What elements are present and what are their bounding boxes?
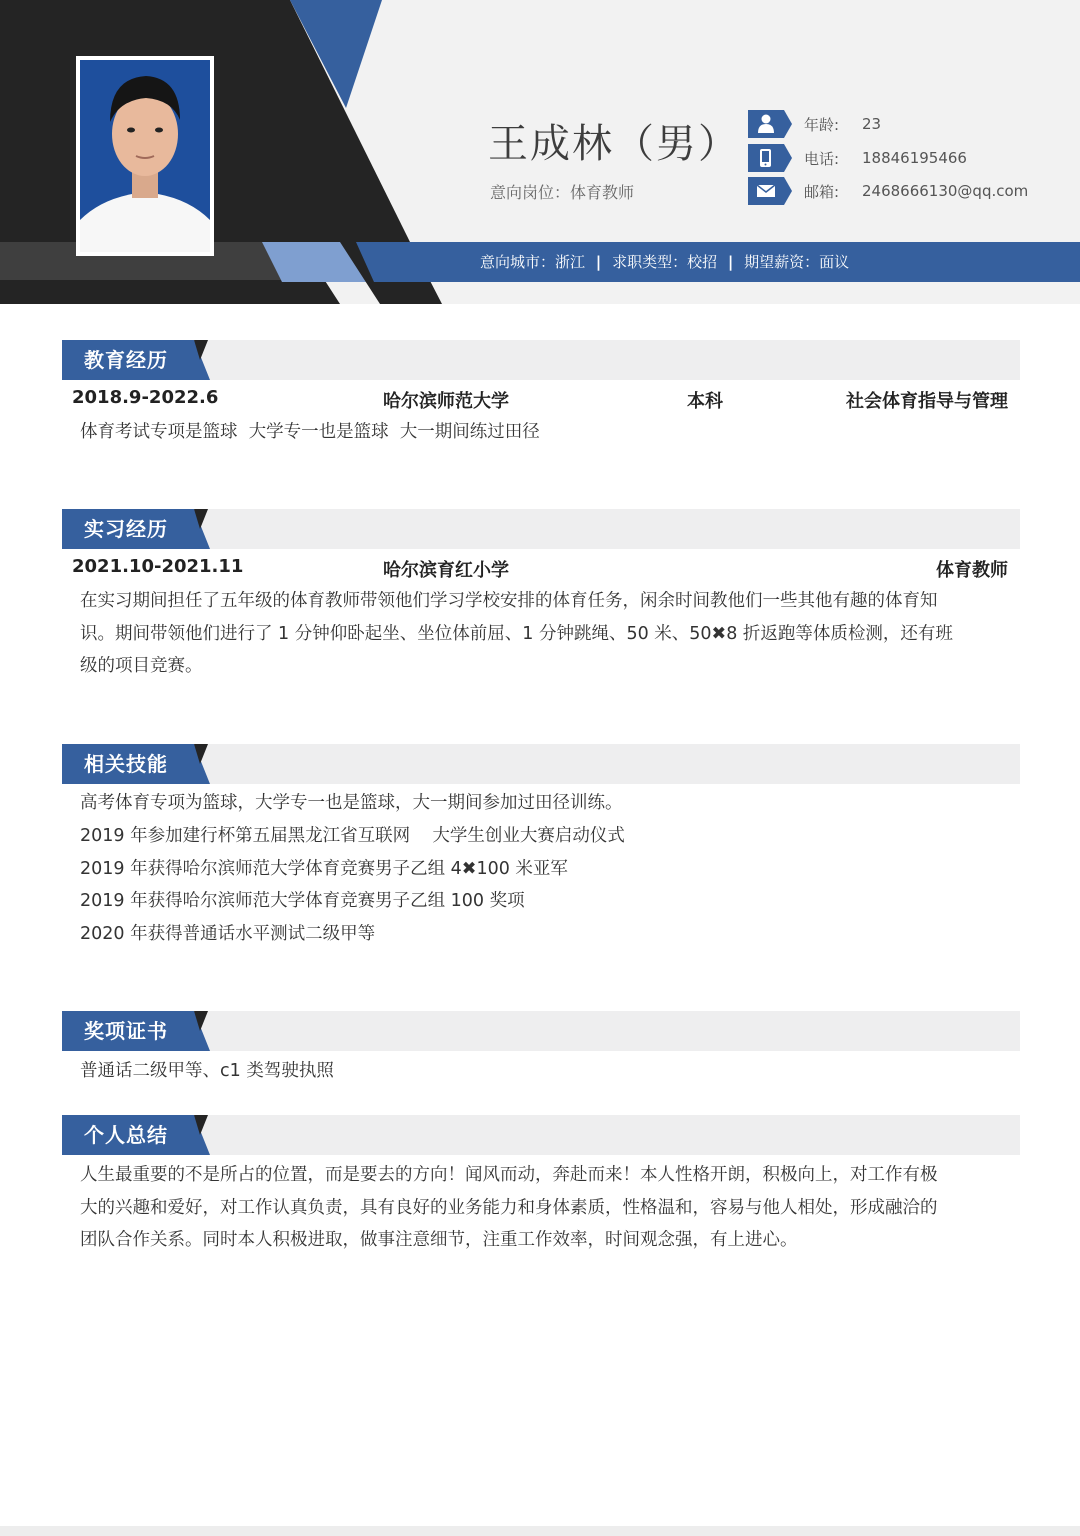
candidate-name: 王成林（男） (488, 121, 740, 167)
list-item: 2020 年获得普通话水平测试二级甲等 (80, 924, 376, 945)
education-school: 哈尔滨师范大学 (383, 391, 509, 412)
section-awards-header (62, 1011, 1020, 1051)
phone-icon (748, 144, 792, 172)
mail-icon (748, 177, 792, 205)
profile-photo (76, 56, 214, 256)
education-period: 2018.9-2022.6 (72, 387, 219, 408)
skills-list (80, 787, 1020, 951)
pref-separator: | (595, 253, 602, 271)
section-title: 实习经历 (84, 517, 168, 541)
education-major: 社会体育指导与管理 (846, 391, 1008, 412)
education-degree: 本科 (687, 391, 723, 412)
section-title: 奖项证书 (84, 1019, 168, 1043)
education-description: 体育考试专项是篮球 大学专一也是篮球 大一期间练过田径 (80, 422, 540, 442)
section-internship-header (62, 509, 1020, 549)
email-value: 2468666130@qq.com (862, 182, 1029, 200)
email-label: 邮箱: (804, 182, 840, 201)
phone-label: 电话: (804, 149, 840, 168)
internship-org: 哈尔滨育红小学 (383, 560, 509, 581)
internship-role: 体育教师 (936, 560, 1008, 581)
info-age (748, 110, 881, 138)
pref-type: 求职类型：校招 (612, 253, 718, 271)
pref-salary: 期望薪资：面议 (744, 253, 850, 271)
internship-description: 在实习期间担任了五年级的体育教师带领他们学习学校安排的体育任务，闲余时间教他们一些其他有趣的体育知 识。期间带领他们进行了 1 分钟仰卧起坐、坐位体前屈、1 分钟跳绳、50 米、50✖8 折返跑等体质检测，还有班 级的项目竞赛。 (80, 591, 953, 676)
list-item: 高考体育专项为篮球，大学专一也是篮球，大一期间参加过田径训练。 (80, 793, 623, 813)
list-item: 2019 年获得哈尔滨师范大学体育竞赛男子乙组 100 奖项 (80, 891, 525, 912)
section-title: 个人总结 (84, 1123, 168, 1147)
job-target: 意向岗位：体育教师 (490, 183, 635, 202)
resume-header (0, 0, 1080, 304)
summary-description: 人生最重要的不是所占的位置，而是要去的方向！闻风而动，奔赴而来！本人性格开朗，积极向上，对工作有极 大的兴趣和爱好，对工作认真负责，具有良好的业务能力和身体素质，性格温和，容易与他人相处，形成融洽的 团队合作关系。同时本人积极进取，做事注意细节，注重工作效率，时间观念强，有上进心。 (80, 1165, 938, 1250)
list-item: 2019 年获得哈尔滨师范大学体育竞赛男子乙组 4✖100 米亚军 (80, 858, 568, 879)
pref-separator: | (727, 253, 734, 271)
section-education-header (62, 340, 1020, 380)
section-skills-header (62, 744, 1020, 784)
age-label: 年龄: (804, 115, 840, 134)
person-icon (748, 110, 792, 138)
awards-description: 普通话二级甲等、c1 类驾驶执照 (80, 1061, 334, 1081)
pref-city: 意向城市：浙江 (480, 253, 586, 271)
info-email (748, 177, 1028, 205)
internship-period: 2021.10-2021.11 (72, 556, 244, 577)
info-phone (748, 144, 967, 172)
list-item: 2019 年参加建行杯第五届黑龙江省互联网 大学生创业大赛启动仪式 (80, 825, 625, 846)
age-value: 23 (862, 115, 882, 133)
education-row (72, 387, 1008, 413)
section-summary-header (62, 1115, 1020, 1155)
section-title: 教育经历 (84, 348, 168, 372)
internship-row (72, 556, 1008, 582)
footer-bar (0, 1526, 1080, 1536)
phone-value: 18846195466 (862, 149, 967, 167)
section-title: 相关技能 (84, 752, 168, 776)
job-preferences-banner (480, 251, 849, 272)
